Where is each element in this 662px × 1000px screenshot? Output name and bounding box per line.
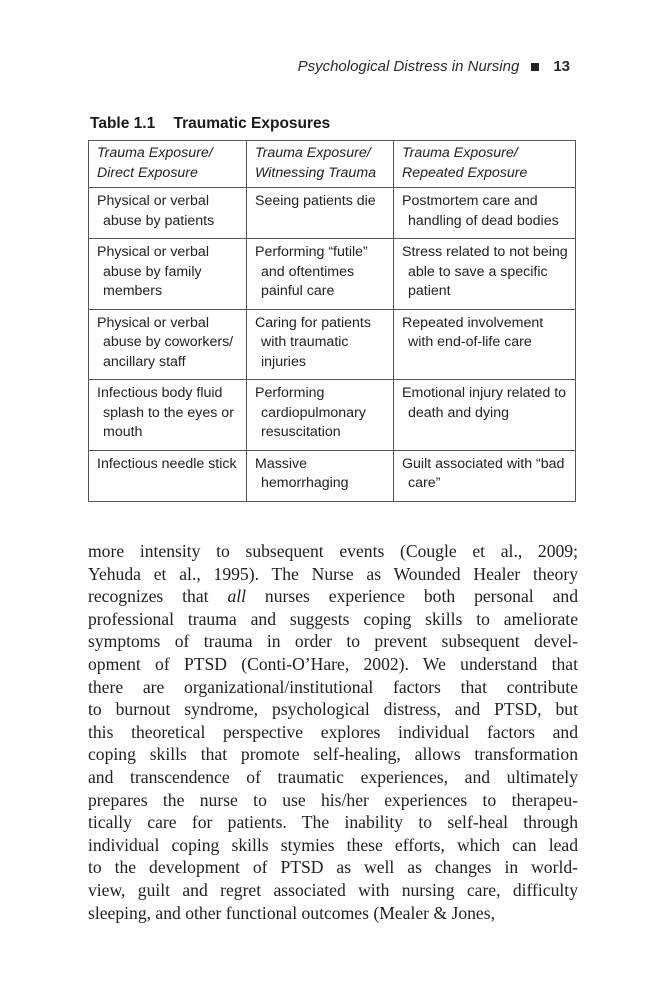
- body-paragraph: [88, 540, 578, 924]
- body-line: more intensity to subsequent events (Cougle et al., 2009;: [88, 541, 578, 561]
- page-number: 13: [553, 58, 570, 75]
- body-line: sleeping, and other functional outcomes (Mealer & Jones,: [88, 902, 495, 923]
- body-line: Yehuda et al., 1995). The Nurse as Wounded Healer theory: [88, 563, 578, 584]
- table-cell: Physical or verbal abuse by coworkers/ ancillary staff: [89, 309, 247, 380]
- table-row: [89, 239, 576, 310]
- square-bullet-icon: [531, 63, 539, 71]
- table-row: [89, 450, 576, 501]
- table-cell: Physical or verbal abuse by patients: [89, 188, 247, 239]
- table-cell: Seeing patients die: [247, 188, 394, 239]
- body-line: to the development of PTSD as well as changes in world-: [88, 857, 578, 878]
- table-cell: Infectious body fluid splash to the eyes or mouth: [89, 380, 247, 451]
- column-header-witnessing: Trauma Exposure/ Witnessing Trauma: [247, 141, 394, 188]
- table-label: Table 1.1: [90, 115, 156, 132]
- table-cell: Performing cardiopulmonary resuscitation: [247, 380, 394, 451]
- column-header-direct: Trauma Exposure/ Direct Exposure: [89, 141, 247, 188]
- traumatic-exposures-table: [88, 140, 576, 502]
- body-line: to burnout syndrome, psychological distress, and PTSD, but: [88, 699, 578, 720]
- body-line: coping skills that promote self-healing, allows transformation: [88, 744, 578, 765]
- running-header: [298, 58, 570, 75]
- body-line: professional trauma and suggests coping skills to ameliorate: [88, 608, 578, 629]
- body-line: there are organizational/institutional factors that contribute: [88, 676, 578, 697]
- body-line: view, guilt and regret associated with nursing care, difficulty: [88, 879, 578, 900]
- table-caption: [90, 115, 330, 133]
- table-cell: Caring for patients with traumatic injuries: [247, 309, 394, 380]
- table-cell: Performing “futile” and oftentimes painful care: [247, 239, 394, 310]
- table-header-row: [89, 141, 576, 188]
- body-line: tically care for patients. The inability to self-heal through: [88, 812, 578, 833]
- body-line: opment of PTSD (Conti-O’Hare, 2002). We understand that: [88, 653, 578, 674]
- running-title: Psychological Distress in Nursing: [297, 58, 520, 75]
- table-row: [89, 309, 576, 380]
- table-cell: Postmortem care and handling of dead bodies: [394, 188, 576, 239]
- table-row: [89, 380, 576, 451]
- body-line: and transcendence of traumatic experiences, and ultimately: [88, 766, 578, 787]
- body-line: recognizes that all nurses experience both personal and: [88, 586, 578, 607]
- table-cell: Infectious needle stick: [89, 450, 247, 501]
- body-line: symptoms of trauma in order to prevent subsequent devel-: [88, 631, 578, 652]
- table-cell: Stress related to not being able to save a specific patient: [394, 239, 576, 310]
- table-cell: Guilt associated with “bad care”: [394, 450, 576, 501]
- table-cell: Emotional injury related to death and dying: [394, 380, 576, 451]
- body-line: this theoretical perspective explores individual factors and: [88, 721, 578, 742]
- table-title: Traumatic Exposures: [173, 115, 331, 132]
- column-header-repeated: Trauma Exposure/ Repeated Exposure: [394, 141, 576, 188]
- emphasis: all: [227, 586, 247, 607]
- table-cell: Massive hemorrhaging: [247, 450, 394, 501]
- table-row: [89, 188, 576, 239]
- table-cell: Physical or verbal abuse by family members: [89, 239, 247, 310]
- body-line: individual coping skills stymies these efforts, which can lead: [88, 834, 578, 855]
- table-cell: Repeated involvement with end-of-life care: [394, 309, 576, 380]
- body-line: prepares the nurse to use his/her experiences to therapeu-: [88, 789, 578, 810]
